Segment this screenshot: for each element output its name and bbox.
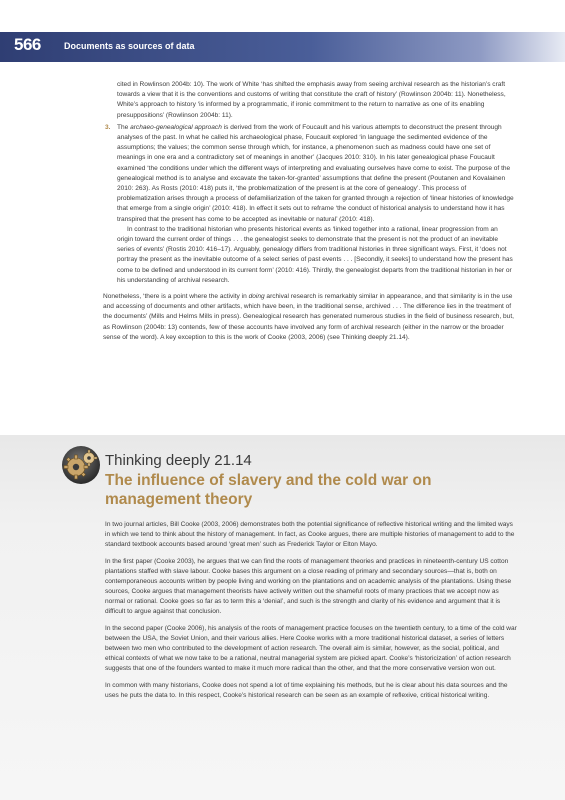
numbered-item-3 [105, 123, 515, 286]
item-3-term: archaeo-genealogical approach [130, 123, 222, 131]
box-paragraph: In the second paper (Cooke 2006), his analysis of the roots of management practice focuses on the twentieth century, to a time of the cold war between the USA, the Soviet Union, and their various allies. Here Cooke works with a more traditional historical dataset, a series of letters between two men who contributed to the development of action research. The overall aim is similar, however, as the social, political, and ethical contexts of what we now take to be a rational, neutral managerial system are picked apart. Cooke’s ‘historicization’ of action research suggests that one of the founders wanted to make it much more radical than the other, and that the more conservative version won out. [105, 624, 517, 673]
running-title: Documents as sources of data [64, 41, 195, 51]
box-label: Thinking deeply 21.14 [105, 452, 252, 469]
closing-lead: Nonetheless, ‘there is a point where the activity in [103, 293, 249, 301]
box-title: The influence of slavery and the cold war on management theory [105, 472, 432, 508]
item-3-paragraph [117, 123, 515, 225]
box-paragraph: In two journal articles, Bill Cooke (2003, 2006) demonstrates both the potential significance of reflective historical writing and the limited ways in which we tend to think about the history of management. In fact, as Cooke argues, there are multiple histories of management to add to the standard textbook accounts based around ‘great men’ such as Frederick Taylor or Elton Mayo. [105, 521, 515, 549]
main-text [103, 80, 515, 343]
gear-cog-icon [61, 445, 101, 485]
closing-text: archival research is remarkably similar in appearance, and that similarity is in the use and accessing of documents and other artifacts, which have been, in the traditional sense, archived . . . The difference lies in the treatment of the documents’ (Mills and Helms Mills in press). Genealogical research has generated numerous studies in the field of business research, but, as Rowlinson (2004b: 13) contends, few of these accounts have involved any form of archival research (either in the narrow or the broader sense of the word). A key exception to this is the work of Cooke (2003, 2006) (see Thinking deeply 21.14). [103, 293, 514, 341]
box-paragraph: In the first paper (Cooke 2003), he argues that we can find the roots of management theories and practices in nineteenth-century US cotton plantations staffed with slave labour. Cooke bases this argument on a close reading of primary and secondary sources—that is, both on contemporaneous accounts written by people living and working on the plantations and on academic analysis of the plantations. Using these sources, Cooke argues that management theorists have actively written out the shameful roots of many practices that we accept now as normal or rational. Cooke goes so far as to term this a ‘denial’, and such is the strength and clarity of his evidence and argument that it is difficult to argue against that conclusion. [105, 557, 512, 616]
closing-term: doing [248, 293, 265, 301]
item-3-lead: The [117, 123, 131, 131]
item-number: 3. [105, 123, 111, 131]
box-paragraph: In common with many historians, Cooke does not spend a lot of time explaining his methods, but he is clear about his data sources and the uses he puts the data to. In this respect, Cooke’s historical research can be seen as an example of reflexive, critical historical writing. [105, 681, 508, 699]
closing-paragraph [103, 292, 515, 343]
item-3-paragraph-2: In contrast to the traditional historian who presents historical events as ‘linked together into a rational, linear progression from an origin toward the current order of things . . . the genealogist seeks to demonstrate that the present is not the product of an inevitable series of events’ (Rostis 2010: 416–17). Arguably, genealogy differs from traditional histories in three significant ways. First, it ‘does not portray the present as the inevitable outcome of a select series of past events . . . [Secondly, it seeks] to understand how the present has come to be defined and understood in its current form’ (2010: 416). Thirdly, the genealogist departs from the traditional historian in her or his understanding of archival research. [117, 225, 513, 284]
page-number: 566 [14, 35, 41, 54]
box-body [105, 520, 518, 708]
continued-paragraph: cited in Rowlinson 2004b: 10). The work of White ‘has shifted the emphasis away from seeing archival research as the historian’s craft towards a view that it is the conventions and customs of writing that constitute the craft of history’ (Rowlinson 2004b: 11). Nonetheless, White’s approach to history ‘is informed by a programmatic, if ironic commitment to the return to narrative as one of its enabling presuppositions’ (Rowlinson 2004b: 11). [117, 81, 506, 119]
item-3-text: is derived from the work of Foucault and his various attempts to deconstruct the present through analyses of the past. In what he called his archaeological phase, Foucault explored ‘in language the sedimented evidence of the assumptions; the values; the common sense through which, for instance, a phenomenon such as madness could have one set of meanings in one era and a contradictory set of meanings in another’ (Jacques 2010: 310). In his later genealogical phase Foucault examined ‘the conditions under which the different ways of interpreting and evaluating ourselves have come to exist. The purpose of the genealogical method is to analyse and excavate the taken-for-granted’ assumptions that define the present (Poutanen and Kovalainen 2010: 263). As Rosts (2010: 418) puts it, ‘the problematization of the present is at the core of genealogy’. This process of problematization arises through a process of defamiliarization of the taken for granted through a rejection of ‘linear histories of knowledge that emerge from a single origin’ (2010: 418). In effect it sets out to reframe ‘the conduct of historical analysis to understand how it has transpired that the present has come to be accepted as inevitable or natural’ (2010: 418). [117, 123, 514, 223]
